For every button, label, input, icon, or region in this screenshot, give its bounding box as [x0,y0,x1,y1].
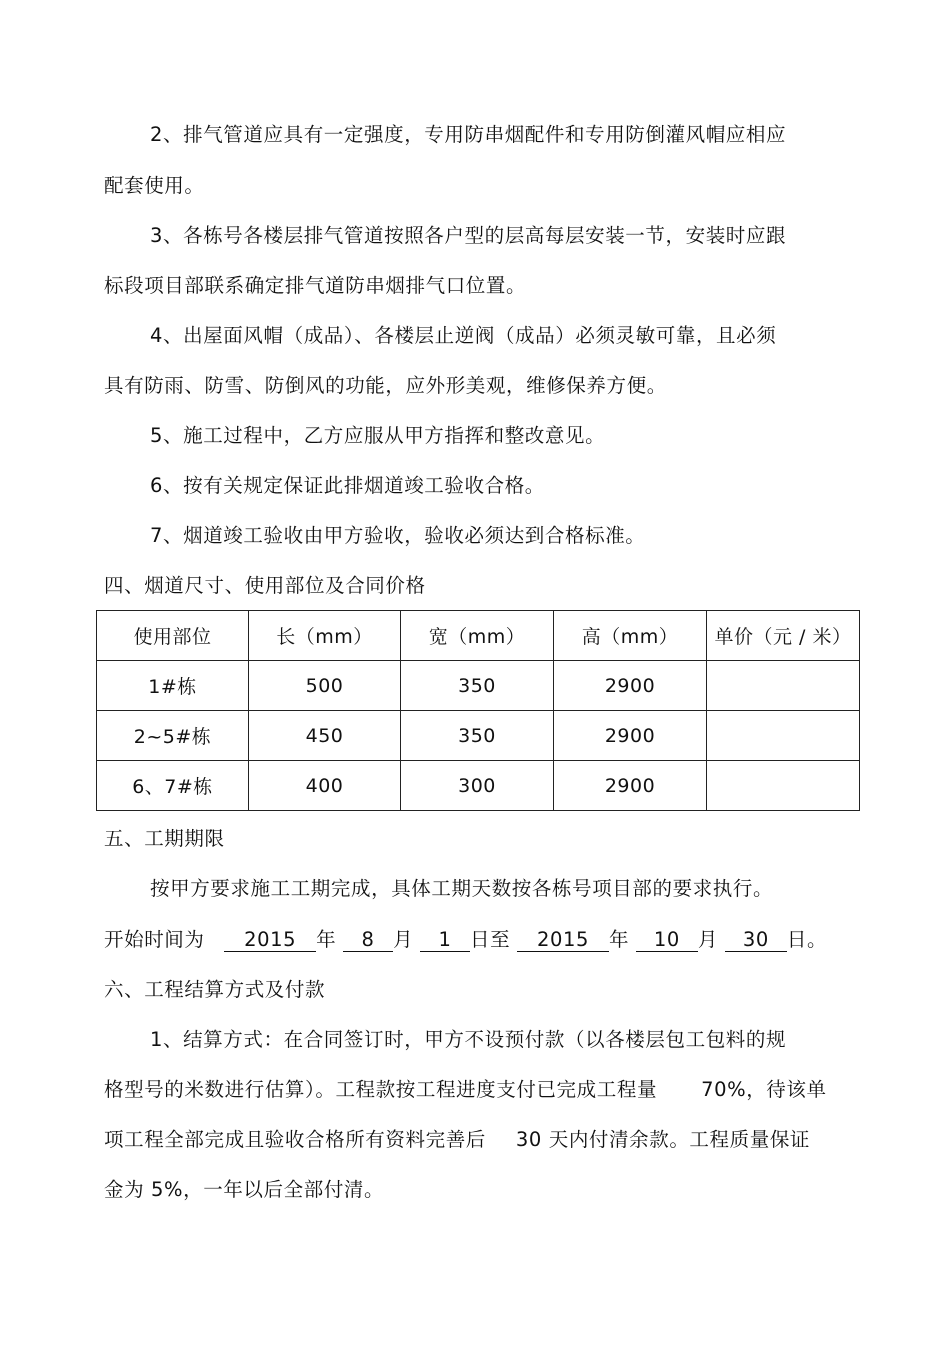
table-row [97,761,860,811]
cell-height: 2900 [554,711,707,761]
cell-location: 2~5#栋 [97,711,249,761]
cell-location: 1#栋 [97,661,249,711]
clause-5: 5、施工过程中，乙方应服从甲方指挥和整改意见。 [150,424,606,447]
cell-length: 400 [249,761,401,811]
header-location: 使用部位 [97,611,249,661]
cell-location: 6、7#栋 [97,761,249,811]
month-label: 月 [393,928,414,951]
cell-width: 300 [401,761,554,811]
cell-unit-price [707,661,860,711]
clause-4-line1: 4、出屋面风帽（成品）、各楼层止逆阀（成品）必须灵敏可靠，且必须 [150,324,777,347]
end-year-label: 年 [609,928,630,951]
start-month: 8 [343,929,393,952]
clause-3-line1: 3、各栋号各楼层排气管道按照各户型的层高每层安装一节，安装时应跟 [150,224,787,247]
settlement-line-3-text: 项工程全部完成且验收合格所有资料完善后 [104,1128,486,1151]
day-to-label: 日至 [469,928,511,951]
clause-4-line2: 具有防雨、防雪、防倒风的功能，应外形美观，维修保养方便。 [104,374,667,397]
header-width: 宽（mm） [401,611,554,661]
table-header-row [97,611,860,661]
table-row [97,711,860,761]
header-length: 长（mm） [249,611,401,661]
clause-7: 7、烟道竣工验收由甲方验收，验收必须达到合格标准。 [150,524,646,547]
size-price-table [96,610,860,811]
settlement-line-3 [104,1126,810,1154]
cell-length: 500 [249,661,401,711]
settlement-line-3-days: 30 天内付清余款。工程质量保证 [515,1128,811,1151]
end-day: 30 [725,929,787,952]
clause-3-line2: 标段项目部联系确定排气道防串烟排气口位置。 [104,274,527,297]
settlement-line-2-percent: 70%，待该单 [701,1078,827,1101]
end-year: 2015 [517,929,609,952]
end-month-label: 月 [697,928,719,951]
settlement-line-2-text: 格型号的米数进行估算）。工程款按工程进度支付已完成工程量 [104,1078,658,1101]
settlement-line-4: 金为 5%，一年以后全部付清。 [104,1178,385,1201]
header-height: 高（mm） [554,611,707,661]
clause-6: 6、按有关规定保证此排烟道竣工验收合格。 [150,474,545,497]
year-label: 年 [316,928,337,951]
header-unit-price: 单价（元 / 米） [707,611,860,661]
schedule-paragraph: 按甲方要求施工工期完成，具体工期天数按各栋号项目部的要求执行。 [150,877,774,900]
date-suffix: 日。 [786,928,828,951]
cell-width: 350 [401,661,554,711]
section-5-heading: 五、工期期限 [104,827,225,850]
settlement-line-1: 1、结算方式：在合同签订时，甲方不设预付款（以各楼层包工包料的规 [150,1028,787,1051]
end-month: 10 [636,929,698,952]
cell-unit-price [707,761,860,811]
start-day: 1 [420,929,470,952]
date-prefix: 开始时间为 [104,928,205,951]
table-row [97,661,860,711]
clause-2-line1: 2、排气管道应具有一定强度，专用防串烟配件和专用防倒灌风帽应相应 [150,123,787,146]
date-range-line [104,926,827,954]
section-6-heading: 六、工程结算方式及付款 [104,978,326,1001]
start-year: 2015 [224,929,316,952]
settlement-line-2 [104,1076,827,1104]
cell-width: 350 [401,711,554,761]
cell-length: 450 [249,711,401,761]
cell-unit-price [707,711,860,761]
clause-2-line2: 配套使用。 [104,174,205,197]
section-4-heading: 四、烟道尺寸、使用部位及合同价格 [104,574,426,597]
cell-height: 2900 [554,661,707,711]
cell-height: 2900 [554,761,707,811]
